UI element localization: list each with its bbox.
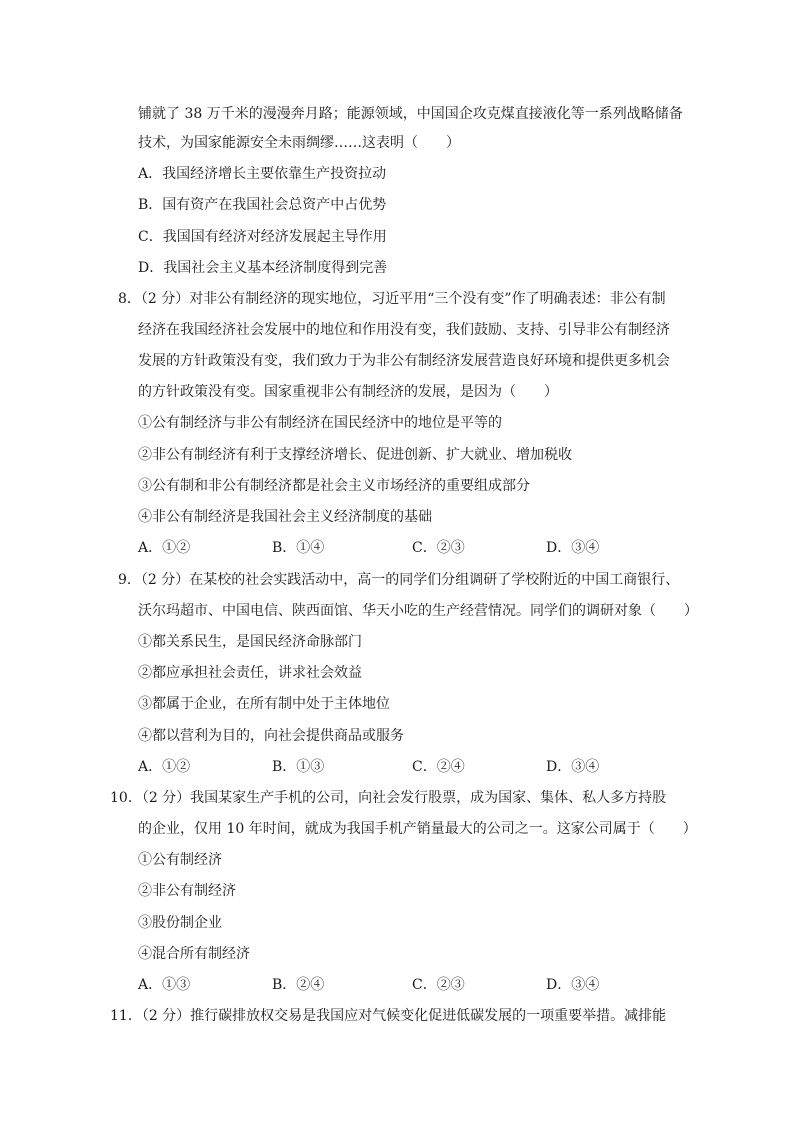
q10-choice-c: C．②③ xyxy=(412,977,465,993)
q10-statement-1: ①公有制经济 xyxy=(138,852,222,868)
q8-stem-line-2: 经济在我国经济社会发展中的地位和作用没有变，我们鼓励、支持、引导非公有制经济 xyxy=(138,322,670,338)
q9-statement-2: ②都应承担社会责任，讲求社会效益 xyxy=(138,665,362,681)
q10-statement-2: ②非公有制经济 xyxy=(138,883,236,899)
q10-statement-4: ④混合所有制经济 xyxy=(138,946,250,962)
q8-stem-line-3: 发展的方针政策没有变，我们致力于为非公有制经济发展营造良好环境和提供更多机会 xyxy=(138,353,670,369)
q10-choice-d: D．③④ xyxy=(546,977,600,993)
q8-stem-line-1: 8．（2 分）对非公有制经济的现实地位，习近平用“三个没有变”作了明确表述：非公有制 xyxy=(118,291,666,307)
q9-choices xyxy=(138,757,678,777)
q7-stem-line-1: 铺就了 38 万千米的漫漫奔月路；能源领域，中国国企攻克煤直接液化等一系列战略储备 xyxy=(138,106,683,122)
q8-choice-d: D．③④ xyxy=(546,540,600,556)
q9-stem-line-2: 沃尔玛超市、中国电信、陕西面馆、华天小吃的生产经营情况。同学们的调研对象（ ） xyxy=(138,603,698,619)
q10-choice-b: B．②④ xyxy=(272,977,325,993)
q9-statement-3: ③都属于企业，在所有制中处于主体地位 xyxy=(138,696,390,712)
q8-choice-a: A．①② xyxy=(138,540,191,556)
q11-stem-line-1: 11．（2 分）推行碳排放权交易是我国应对气候变化促进低碳发展的一项重要举措。减排能 xyxy=(110,1008,667,1024)
q8-choice-b: B．①④ xyxy=(272,540,325,556)
q8-statement-1: ①公有制经济与非公有制经济在国民经济中的地位是平等的 xyxy=(138,415,502,431)
q7-option-c: C．我国国有经济对经济发展起主导作用 xyxy=(138,229,387,245)
q9-choice-d: D．③④ xyxy=(546,759,600,775)
q8-choices xyxy=(138,538,678,558)
q7-option-d: D．我国社会主义基本经济制度得到完善 xyxy=(138,260,388,276)
q10-stem-line-1: 10．（2 分）我国某家生产手机的公司，向社会发行股票，成为国家、集体、私人多方持股 xyxy=(110,790,667,806)
q9-choice-b: B．①③ xyxy=(272,759,325,775)
q7-option-b: B．国有资产在我国社会总资产中占优势 xyxy=(138,197,387,213)
q10-statement-3: ③股份制企业 xyxy=(138,915,222,931)
q9-statement-4: ④都以营利为目的，向社会提供商品或服务 xyxy=(138,728,404,744)
q8-statement-2: ②非公有制经济有利于支撑经济增长、促进创新、扩大就业、增加税收 xyxy=(138,447,572,463)
q9-statement-1: ①都关系民生，是国民经济命脉部门 xyxy=(138,634,362,650)
q8-statement-4: ④非公有制经济是我国社会主义经济制度的基础 xyxy=(138,509,432,525)
q10-choices xyxy=(138,975,678,995)
q10-choice-a: A．①③ xyxy=(138,977,191,993)
q9-choice-a: A．①② xyxy=(138,759,191,775)
q9-choice-c: C．②④ xyxy=(412,759,465,775)
q8-choice-c: C．②③ xyxy=(412,540,465,556)
q8-stem-line-4: 的方针政策没有变。国家重视非公有制经济的发展，是因为（ ） xyxy=(138,384,558,400)
q9-stem-line-1: 9．（2 分）在某校的社会实践活动中，高一的同学们分组调研了学校附近的中国工商银行、 xyxy=(118,572,680,588)
q10-stem-line-2: 的企业，仅用 10 年时间，就成为我国手机产销量最大的公司之一。这家公司属于（ ） xyxy=(138,821,697,837)
q8-statement-3: ③公有制和非公有制经济都是社会主义市场经济的重要组成部分 xyxy=(138,478,530,494)
q7-stem-line-2: 技术，为国家能源安全未雨绸缪……这表明（ ） xyxy=(138,135,460,151)
q7-option-a: A．我国经济增长主要依靠生产投资拉动 xyxy=(138,166,387,182)
